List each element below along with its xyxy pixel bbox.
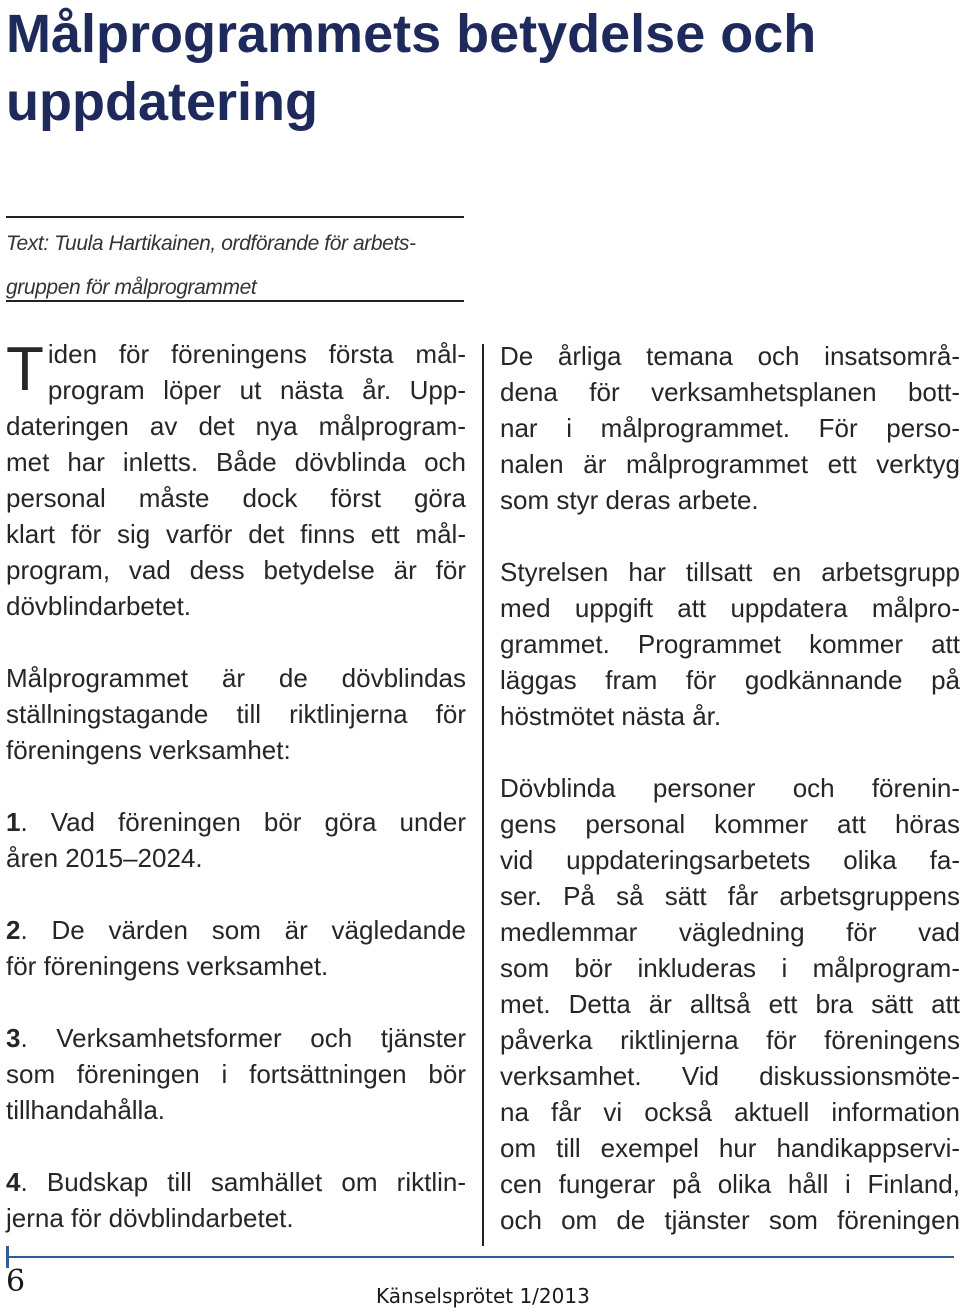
list-number: 4 (6, 1167, 21, 1197)
left-column (6, 336, 466, 1236)
article-title (6, 0, 946, 136)
footer-rule (6, 1256, 954, 1258)
list-item-line: jerna för dövblindarbetet. (6, 1203, 294, 1233)
paragraph-line: som bör inkluderas i målprogram- (500, 953, 960, 983)
paragraph-line: nalen är målprogrammet ett verktyg (500, 449, 960, 479)
paragraph-line: föreningens verksamhet: (6, 735, 291, 765)
paragraph-line: om till exempel hur handikappservi- (500, 1133, 960, 1163)
paragraph-line: cen fungerar på olika håll i Finland, (500, 1169, 960, 1199)
paragraph-line: personal måste dock först göra (6, 483, 466, 513)
paragraph-line: Målprogrammet är de dövblindas (6, 663, 466, 693)
paragraph-line: dateringen av det nya målprogram- (6, 411, 466, 441)
page-number: 6 (6, 1264, 26, 1299)
paragraph-line: met. Detta är alltså ett bra sätt att (500, 989, 960, 1019)
list-item-line: 1. Vad föreningen bör göra under (6, 807, 466, 837)
paragraph (500, 338, 960, 518)
paragraph-line: De årliga temana och insatsområ- (500, 341, 960, 371)
paragraph-line: program, vad dess betydelse är för (6, 555, 466, 585)
publication-name: Känselsprötet 1/2013 (376, 1284, 590, 1308)
paragraph-line: medlemmar vägledning för vad (500, 917, 960, 947)
paragraph-line: gens personal kommer att höras (500, 809, 960, 839)
byline (6, 222, 476, 310)
list-number: 1 (6, 807, 21, 837)
byline-top-rule (6, 216, 464, 218)
title-line: uppdatering (6, 72, 318, 132)
paragraph-line: Dövblinda personer och förenin- (500, 773, 960, 803)
list-item (6, 804, 466, 876)
list-number: 3 (6, 1023, 21, 1053)
paragraph (500, 770, 960, 1238)
drop-cap: T (6, 335, 44, 404)
paragraph (500, 554, 960, 734)
paragraph-line: påverka riktlinjerna för föreningens (500, 1025, 960, 1055)
list-item-line: tillhandahålla. (6, 1095, 166, 1125)
title-line: Målprogrammets betydelse och (6, 4, 817, 64)
paragraph-line: met har inletts. Både dövblinda och (6, 447, 466, 477)
paragraph-line: grammet. Programmet kommer att (500, 629, 960, 659)
paragraph-line: läggas fram för godkännande på (500, 665, 960, 695)
list-item-line: för föreningens verksamhet. (6, 951, 329, 981)
paragraph-line: nar i målprogrammet. För perso- (500, 413, 960, 443)
list-item (6, 1020, 466, 1128)
paragraph-line: program löper ut nästa år. Upp- (47, 375, 466, 405)
byline-bottom-rule (6, 300, 464, 302)
byline-line: gruppen för målprogrammet (6, 276, 257, 299)
goals-intro-paragraph (6, 660, 466, 768)
paragraph-line: iden för föreningens första mål- (47, 339, 466, 369)
list-item (6, 912, 466, 984)
paragraph-line: klart för sig varför det finns ett mål- (6, 519, 466, 549)
byline-line: Text: Tuula Hartikainen, ordförande för arbets- (6, 232, 416, 255)
column-divider (482, 344, 484, 1246)
list-item-line: 2. De värden som är vägledande (6, 915, 466, 945)
paragraph-line: ställningstagande till riktlinjerna för (6, 699, 466, 729)
paragraph-line: dövblindarbetet. (6, 591, 192, 621)
paragraph-line: vid uppdateringsarbetets olika fa- (500, 845, 960, 875)
list-item-line: som föreningen i fortsättningen bör (6, 1059, 466, 1089)
list-item-line: åren 2015–2024. (6, 843, 203, 873)
paragraph-line: Styrelsen har tillsatt en arbetsgrupp (500, 557, 960, 587)
paragraph-line: dena för verksamhetsplanen bott- (500, 377, 960, 407)
paragraph-line: med uppgift att uppdatera målpro- (500, 593, 960, 623)
intro-paragraph (6, 336, 466, 624)
paragraph-line: verksamhet. Vid diskussionsmöte- (500, 1061, 960, 1091)
list-item (6, 1164, 466, 1236)
paragraph-line: och om de tjänster som föreningen (500, 1205, 960, 1235)
paragraph-line: som styr deras arbete. (500, 485, 759, 515)
paragraph-line: ser. På så sätt får arbetsgruppens (500, 881, 960, 911)
list-item-line: 3. Verksamhetsformer och tjänster (6, 1023, 466, 1053)
list-number: 2 (6, 915, 21, 945)
list-item-line: 4. Budskap till samhället om riktlin- (6, 1167, 466, 1197)
right-column (500, 338, 960, 1238)
paragraph-line: na får vi också aktuell information (500, 1097, 960, 1127)
paragraph-line: höstmötet nästa år. (500, 701, 722, 731)
